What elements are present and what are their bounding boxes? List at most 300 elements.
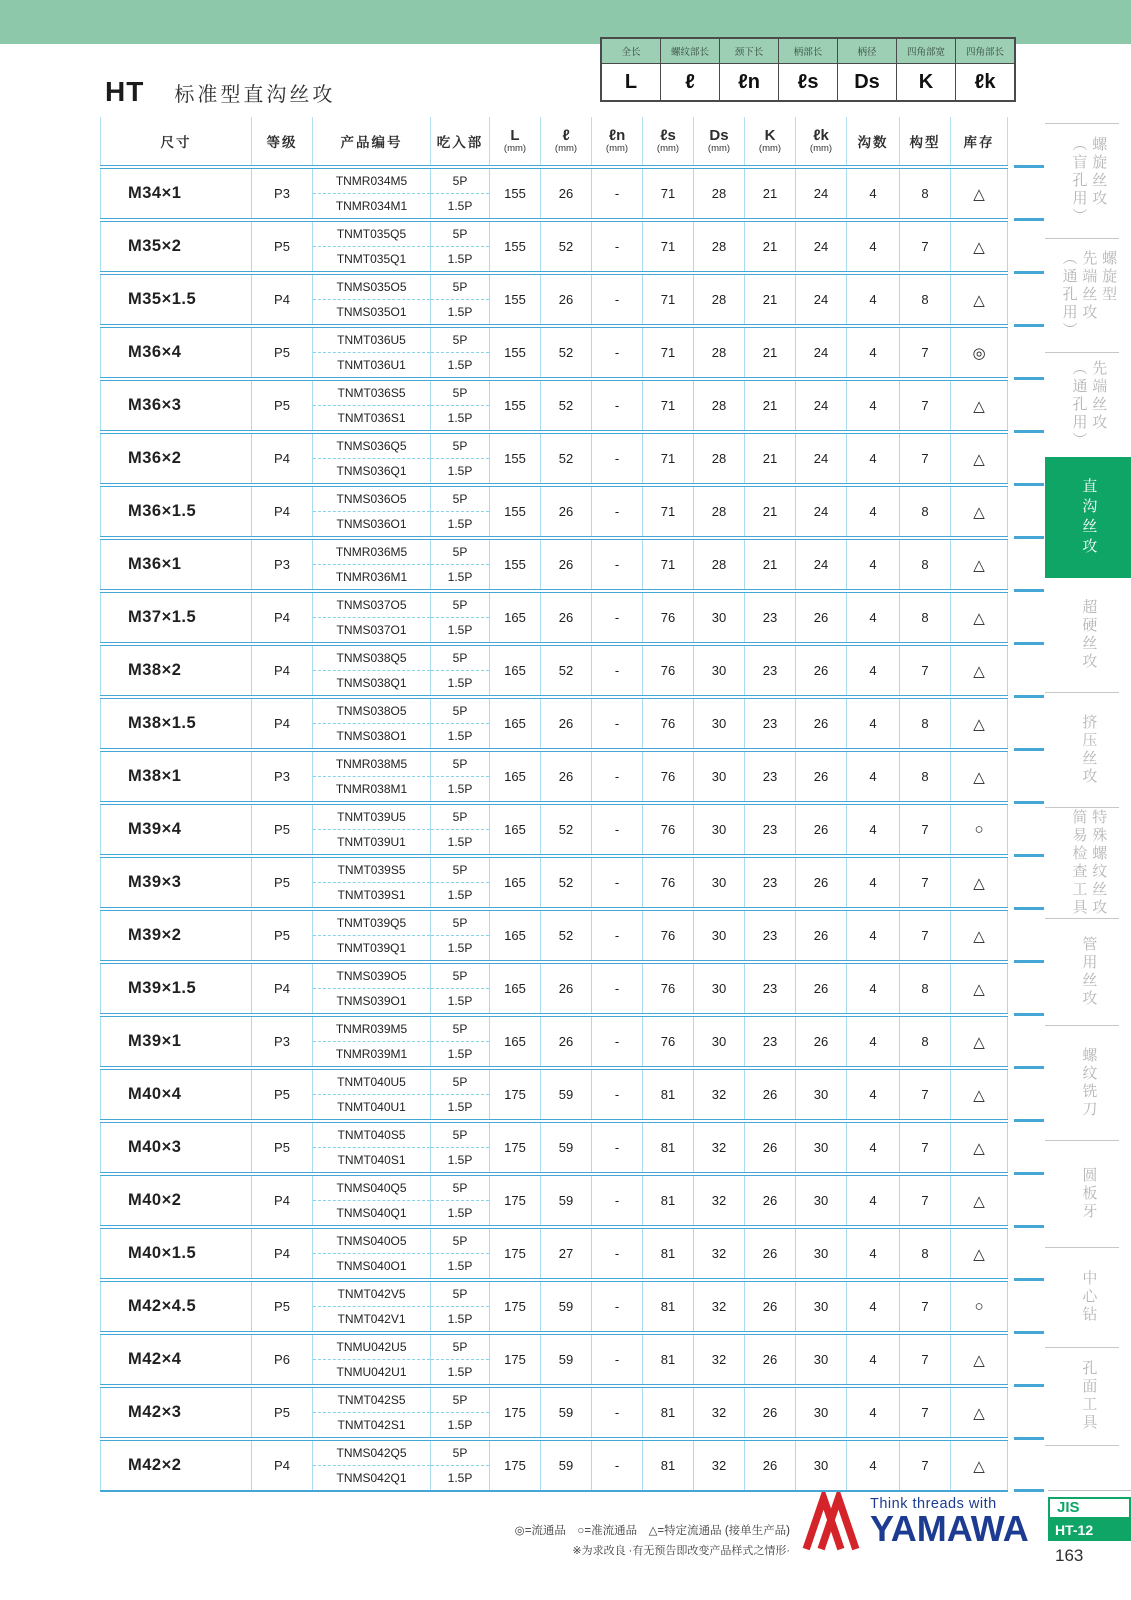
row-chamfer [431, 858, 490, 907]
column-header: ℓk (mm) [796, 117, 847, 165]
row-L: 175 [490, 1388, 541, 1437]
product-code: TNMR039M5 [313, 1017, 430, 1042]
row-chamfer [431, 487, 490, 536]
row-ls: 81 [643, 1070, 694, 1119]
row-L: 175 [490, 1335, 541, 1384]
row-Ds: 32 [694, 1388, 745, 1437]
row-Ds: 28 [694, 275, 745, 324]
row-Ds: 30 [694, 752, 745, 801]
sidebar-label-column: 圆板牙 [1080, 1166, 1098, 1221]
row-lk: 26 [796, 911, 847, 960]
row-K: 26 [745, 1282, 796, 1331]
row-size: M36×1 [100, 540, 252, 589]
row-K: 23 [745, 805, 796, 854]
row-grooves: 4 [847, 699, 900, 748]
row-product-codes [313, 646, 431, 695]
row-chamfer [431, 964, 490, 1013]
row-stock-symbol: △ [951, 434, 1008, 483]
sidebar-label-column: 孔面工具 [1080, 1360, 1098, 1432]
product-code: TNMS035O5 [313, 275, 430, 300]
row-form: 7 [900, 911, 951, 960]
row-lk: 24 [796, 540, 847, 589]
column-header: ℓn (mm) [592, 117, 643, 165]
table-row [100, 1119, 1008, 1172]
row-ls: 81 [643, 1123, 694, 1172]
table-row [100, 1278, 1008, 1331]
row-lk: 26 [796, 593, 847, 642]
table-row [100, 1331, 1008, 1384]
product-code: TNMS038Q1 [336, 676, 407, 690]
page-number: 163 [1055, 1546, 1084, 1565]
row-lk: 30 [796, 1282, 847, 1331]
product-code: TNMS042Q5 [313, 1441, 430, 1466]
product-code: TNMS042Q1 [336, 1471, 407, 1485]
row-l: 52 [541, 328, 592, 377]
sidebar-tab-label [1078, 1047, 1099, 1119]
table-row [100, 1013, 1008, 1066]
chamfer-value: 1.5P [447, 1312, 473, 1326]
row-product-codes [313, 1123, 431, 1172]
legend-symbol-cell: K [897, 64, 956, 102]
chamfer-value: 1.5P [447, 1153, 473, 1167]
row-ls: 71 [643, 540, 694, 589]
chamfer-value: 5P [431, 381, 489, 406]
row-stock-symbol: △ [951, 699, 1008, 748]
row-grade: P5 [252, 858, 313, 907]
row-form: 7 [900, 1388, 951, 1437]
row-stock-symbol: ○ [951, 1282, 1008, 1331]
row-ls: 71 [643, 487, 694, 536]
page-title [105, 76, 335, 108]
row-ln: - [592, 1282, 643, 1331]
row-lk: 24 [796, 222, 847, 271]
row-form: 8 [900, 487, 951, 536]
column-header: 等级 [252, 117, 313, 165]
row-stock-symbol: ○ [951, 805, 1008, 854]
sidebar-divider [1045, 1445, 1119, 1446]
column-header: 构型 [900, 117, 951, 165]
sidebar-label-column: 中心钻 [1080, 1270, 1098, 1324]
row-grooves: 4 [847, 964, 900, 1013]
row-ln: - [592, 1229, 643, 1278]
row-L: 165 [490, 858, 541, 907]
row-lk: 26 [796, 858, 847, 907]
chamfer-value: 1.5P [447, 1047, 473, 1061]
row-L: 165 [490, 805, 541, 854]
row-L: 165 [490, 646, 541, 695]
row-ln: - [592, 1388, 643, 1437]
row-ln: - [592, 964, 643, 1013]
column-header: ℓ (mm) [541, 117, 592, 165]
row-Ds: 30 [694, 593, 745, 642]
row-lk: 24 [796, 169, 847, 218]
row-grooves: 4 [847, 169, 900, 218]
row-l: 52 [541, 381, 592, 430]
row-L: 155 [490, 381, 541, 430]
legend-header-cell: 螺纹部长 [661, 38, 720, 64]
row-stock-symbol: △ [951, 593, 1008, 642]
row-size: M39×2 [100, 911, 252, 960]
product-code: TNMT042V1 [337, 1312, 406, 1326]
sidebar-label-column: 螺旋丝攻 [1090, 135, 1108, 208]
row-L: 155 [490, 540, 541, 589]
chamfer-value: 1.5P [447, 994, 473, 1008]
product-code: TNMT039Q5 [313, 911, 430, 936]
column-header: 沟数 [847, 117, 900, 165]
row-ln: - [592, 805, 643, 854]
sidebar-label-column: 特殊螺纹丝攻 [1090, 808, 1108, 917]
product-code: TNMS036O1 [336, 517, 407, 531]
sidebar-label-column: 简易检查工具 [1070, 808, 1088, 917]
row-grade: P5 [252, 222, 313, 271]
product-code: TNMT040S5 [313, 1123, 430, 1148]
row-ln: - [592, 858, 643, 907]
sidebar-label-column: 先端丝攻 [1080, 250, 1098, 322]
row-K: 26 [745, 1070, 796, 1119]
sidebar-label-column: 螺纹铣刀 [1080, 1046, 1098, 1119]
row-ln: - [592, 1335, 643, 1384]
sidebar-tab [1045, 1347, 1131, 1445]
sidebar-label-column: （盲孔用） [1070, 135, 1088, 226]
row-stock-symbol: △ [951, 1123, 1008, 1172]
row-l: 59 [541, 1388, 592, 1437]
product-code: TNMT042V5 [313, 1282, 430, 1307]
row-grooves: 4 [847, 1229, 900, 1278]
row-form: 8 [900, 275, 951, 324]
row-grade: P5 [252, 1123, 313, 1172]
product-code: TNMS037O1 [336, 623, 407, 637]
legend-symbol-cell: L [601, 64, 661, 102]
row-ls: 76 [643, 699, 694, 748]
row-grooves: 4 [847, 1282, 900, 1331]
row-size: M37×1.5 [100, 593, 252, 642]
row-form: 8 [900, 169, 951, 218]
sidebar-label-column: 挤压丝攻 [1080, 713, 1098, 786]
row-size: M35×1.5 [100, 275, 252, 324]
row-Ds: 32 [694, 1335, 745, 1384]
row-l: 52 [541, 858, 592, 907]
row-grooves: 4 [847, 434, 900, 483]
row-size: M42×4 [100, 1335, 252, 1384]
row-product-codes [313, 540, 431, 589]
product-code: TNMS035O1 [336, 305, 407, 319]
row-ls: 71 [643, 434, 694, 483]
product-code: TNMT039U1 [337, 835, 406, 849]
row-K: 23 [745, 911, 796, 960]
row-size: M39×1 [100, 1017, 252, 1066]
chamfer-value: 1.5P [447, 199, 473, 213]
product-code: TNMT036U1 [337, 358, 406, 372]
row-size: M34×1 [100, 169, 252, 218]
row-chamfer [431, 275, 490, 324]
row-grooves: 4 [847, 328, 900, 377]
row-product-codes [313, 858, 431, 907]
row-stock-symbol: △ [951, 1070, 1008, 1119]
row-grooves: 4 [847, 1176, 900, 1225]
column-header: 产品编号 [313, 117, 431, 165]
sidebar-tab-label [1058, 250, 1118, 340]
row-grade: P3 [252, 752, 313, 801]
product-code: TNMS038Q5 [313, 646, 430, 671]
row-grade: P3 [252, 169, 313, 218]
product-code: TNMR038M5 [313, 752, 430, 777]
column-header: L (mm) [490, 117, 541, 165]
row-form: 7 [900, 434, 951, 483]
row-K: 23 [745, 964, 796, 1013]
row-form: 7 [900, 1176, 951, 1225]
row-lk: 30 [796, 1441, 847, 1490]
row-form: 7 [900, 858, 951, 907]
table-row [100, 536, 1008, 589]
row-stock-symbol: △ [951, 1017, 1008, 1066]
row-l: 52 [541, 805, 592, 854]
row-ln: - [592, 222, 643, 271]
series-name: 标准型直沟丝攻 [174, 84, 336, 106]
row-grade: P5 [252, 381, 313, 430]
chamfer-value: 1.5P [447, 1100, 473, 1114]
row-Ds: 32 [694, 1123, 745, 1172]
row-ln: - [592, 593, 643, 642]
row-ln: - [592, 646, 643, 695]
row-K: 26 [745, 1123, 796, 1172]
product-code: TNMT040S1 [337, 1153, 406, 1167]
row-ls: 76 [643, 752, 694, 801]
row-product-codes [313, 1282, 431, 1331]
row-K: 23 [745, 699, 796, 748]
brand-logo [800, 1492, 1029, 1554]
row-product-codes [313, 328, 431, 377]
sidebar-tab [1045, 1140, 1131, 1247]
row-stock-symbol: △ [951, 964, 1008, 1013]
row-stock-symbol: △ [951, 381, 1008, 430]
row-product-codes [313, 1017, 431, 1066]
chamfer-value: 1.5P [447, 676, 473, 690]
row-lk: 30 [796, 1229, 847, 1278]
row-ls: 81 [643, 1282, 694, 1331]
sidebar-label-column: 超硬丝攻 [1080, 599, 1098, 671]
table-row [100, 642, 1008, 695]
row-K: 21 [745, 487, 796, 536]
product-code: TNMS039O5 [313, 964, 430, 989]
row-chamfer [431, 222, 490, 271]
chamfer-value: 5P [431, 805, 489, 830]
row-form: 7 [900, 1282, 951, 1331]
product-code: TNMR038M1 [335, 782, 408, 796]
row-form: 7 [900, 381, 951, 430]
product-code: TNMS036Q5 [313, 434, 430, 459]
product-code: TNMS037O5 [313, 593, 430, 618]
legend-header-cell: 全长 [601, 38, 661, 64]
row-l: 59 [541, 1335, 592, 1384]
row-size: M40×1.5 [100, 1229, 252, 1278]
row-K: 21 [745, 434, 796, 483]
row-product-codes [313, 1229, 431, 1278]
row-form: 8 [900, 1017, 951, 1066]
row-l: 59 [541, 1441, 592, 1490]
row-grade: P5 [252, 911, 313, 960]
sidebar-tab-label [1078, 1167, 1099, 1221]
row-K: 23 [745, 646, 796, 695]
row-ln: - [592, 699, 643, 748]
row-size: M36×1.5 [100, 487, 252, 536]
row-stock-symbol: △ [951, 1441, 1008, 1490]
row-L: 165 [490, 593, 541, 642]
sidebar-tab [1045, 238, 1131, 352]
row-grooves: 4 [847, 1335, 900, 1384]
table-row [100, 271, 1008, 324]
table-row [100, 1225, 1008, 1278]
row-chamfer [431, 805, 490, 854]
row-form: 8 [900, 1229, 951, 1278]
row-grooves: 4 [847, 540, 900, 589]
row-l: 59 [541, 1123, 592, 1172]
row-form: 7 [900, 1123, 951, 1172]
row-stock-symbol: △ [951, 487, 1008, 536]
sidebar-tab [1045, 457, 1131, 578]
row-lk: 26 [796, 964, 847, 1013]
legend-header-cell: 柄径 [838, 38, 897, 64]
table-row [100, 165, 1008, 218]
table-row [100, 324, 1008, 377]
row-grooves: 4 [847, 275, 900, 324]
row-size: M36×4 [100, 328, 252, 377]
row-K: 26 [745, 1176, 796, 1225]
row-ls: 76 [643, 593, 694, 642]
dimension-legend-headers [601, 38, 1015, 64]
brand-tagline: Think threads with [870, 1496, 997, 1512]
row-grade: P6 [252, 1335, 313, 1384]
column-header: 吃入部 [431, 117, 490, 165]
row-stock-symbol: △ [951, 275, 1008, 324]
row-size: M42×3 [100, 1388, 252, 1437]
chamfer-value: 1.5P [447, 464, 473, 478]
row-product-codes [313, 805, 431, 854]
row-form: 8 [900, 752, 951, 801]
row-l: 52 [541, 646, 592, 695]
row-form: 7 [900, 1335, 951, 1384]
row-ls: 71 [643, 275, 694, 324]
chamfer-value: 1.5P [447, 835, 473, 849]
product-code: TNMU042U5 [313, 1335, 430, 1360]
row-K: 21 [745, 381, 796, 430]
row-K: 23 [745, 752, 796, 801]
row-Ds: 28 [694, 328, 745, 377]
row-Ds: 28 [694, 434, 745, 483]
row-Ds: 30 [694, 964, 745, 1013]
chamfer-value: 5P [431, 911, 489, 936]
page-index-box [1048, 1497, 1131, 1566]
row-ls: 76 [643, 911, 694, 960]
row-ls: 81 [643, 1176, 694, 1225]
row-product-codes [313, 381, 431, 430]
row-ln: - [592, 540, 643, 589]
row-L: 155 [490, 275, 541, 324]
row-stock-symbol: △ [951, 222, 1008, 271]
table-row [100, 483, 1008, 536]
row-size: M36×2 [100, 434, 252, 483]
row-K: 26 [745, 1388, 796, 1437]
row-stock-symbol: △ [951, 1176, 1008, 1225]
row-chamfer [431, 1017, 490, 1066]
row-l: 59 [541, 1176, 592, 1225]
table-row [100, 960, 1008, 1013]
chamfer-value: 1.5P [447, 623, 473, 637]
row-ln: - [592, 328, 643, 377]
row-L: 175 [490, 1070, 541, 1119]
product-code: TNMT039S5 [313, 858, 430, 883]
row-stock-symbol: ◎ [951, 328, 1008, 377]
spec-table-header [100, 117, 1008, 165]
row-size: M40×2 [100, 1176, 252, 1225]
row-ln: - [592, 1441, 643, 1490]
row-form: 8 [900, 540, 951, 589]
row-Ds: 28 [694, 540, 745, 589]
row-grade: P4 [252, 1229, 313, 1278]
row-product-codes [313, 1388, 431, 1437]
footer-divider [1048, 1490, 1131, 1491]
row-size: M39×3 [100, 858, 252, 907]
row-grooves: 4 [847, 487, 900, 536]
product-code: TNMU042U1 [336, 1365, 407, 1379]
row-product-codes [313, 222, 431, 271]
row-form: 7 [900, 222, 951, 271]
row-L: 155 [490, 222, 541, 271]
row-l: 26 [541, 540, 592, 589]
table-row [100, 854, 1008, 907]
row-Ds: 30 [694, 699, 745, 748]
row-L: 165 [490, 752, 541, 801]
row-product-codes [313, 169, 431, 218]
row-size: M39×4 [100, 805, 252, 854]
row-chamfer [431, 169, 490, 218]
column-header: ℓs (mm) [643, 117, 694, 165]
brand-name: YAMAWA [870, 1508, 1029, 1549]
yamawa-monogram-icon [800, 1492, 862, 1554]
product-code: TNMR034M5 [313, 169, 430, 194]
row-K: 26 [745, 1335, 796, 1384]
row-stock-symbol: △ [951, 540, 1008, 589]
row-Ds: 30 [694, 646, 745, 695]
product-code: TNMT036S5 [313, 381, 430, 406]
row-product-codes [313, 275, 431, 324]
row-stock-symbol: △ [951, 1388, 1008, 1437]
product-code: TNMT039S1 [337, 888, 406, 902]
row-lk: 24 [796, 275, 847, 324]
chamfer-value: 5P [431, 1017, 489, 1042]
chamfer-value: 1.5P [447, 252, 473, 266]
row-Ds: 28 [694, 381, 745, 430]
product-code: TNMT035Q5 [313, 222, 430, 247]
row-K: 21 [745, 222, 796, 271]
row-chamfer [431, 1176, 490, 1225]
row-grooves: 4 [847, 1070, 900, 1119]
row-size: M40×3 [100, 1123, 252, 1172]
row-l: 52 [541, 434, 592, 483]
product-code: TNMR039M1 [335, 1047, 408, 1061]
chamfer-value: 5P [431, 1388, 489, 1413]
table-row [100, 218, 1008, 271]
chamfer-value: 5P [431, 1441, 489, 1466]
row-grade: P5 [252, 1388, 313, 1437]
row-ln: - [592, 1070, 643, 1119]
sidebar-tab-label [1078, 936, 1099, 1008]
series-code: HT [105, 76, 145, 107]
row-L: 155 [490, 328, 541, 377]
row-grade: P4 [252, 593, 313, 642]
product-code: TNMT040U5 [313, 1070, 430, 1095]
row-chamfer [431, 1335, 490, 1384]
row-ls: 81 [643, 1388, 694, 1437]
